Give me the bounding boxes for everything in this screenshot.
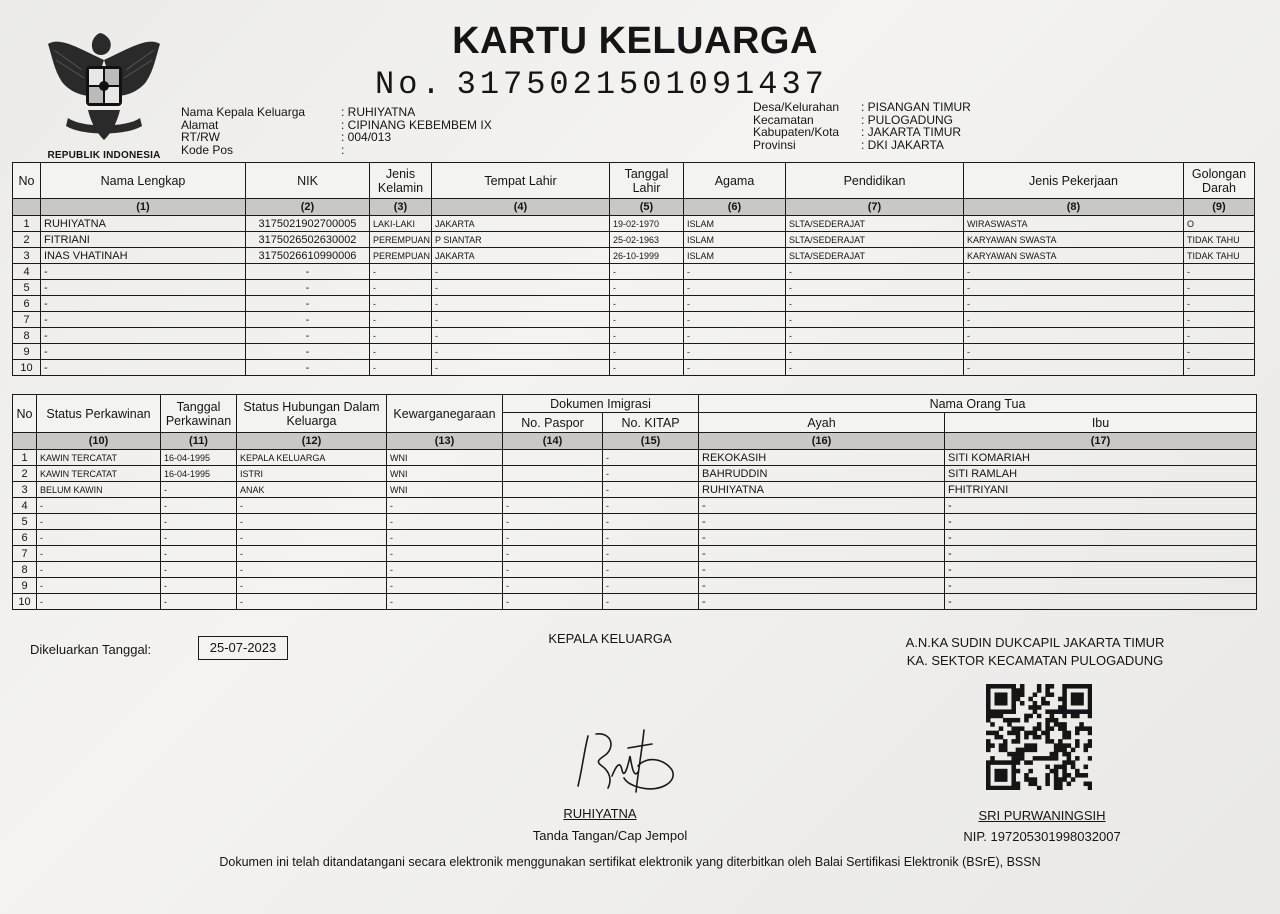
cell-tgl: - [161,482,237,498]
cell-tempat: - [432,344,610,360]
cell-nik: - [246,280,370,296]
header-value: : PULOGADUNG [861,112,954,127]
cell-jk: PEREMPUAN [370,232,432,248]
table-row [13,450,1257,466]
cell-agama: - [684,264,786,280]
table-row [13,466,1257,482]
col-number: (13) [387,433,503,450]
cell-no: 10 [13,594,37,610]
cell-tempat: JAKARTA [432,248,610,264]
cell-status: - [37,514,161,530]
emblem-caption: REPUBLIK INDONESIA [47,150,161,161]
col-number: (14) [503,433,603,450]
cell-no: 2 [13,466,37,482]
cell-hubungan: - [237,530,387,546]
cell-ayah: - [699,594,945,610]
cell-nama: - [41,280,246,296]
cell-darah: - [1184,280,1255,296]
cell-ibu: FHITRIYANI [945,482,1257,498]
cell-jk: - [370,344,432,360]
cell-ibu: - [945,546,1257,562]
col-number [13,433,37,450]
header-value: : RUHIYATNA [341,105,416,119]
cell-paspor [503,466,603,482]
cell-no: 3 [13,482,37,498]
cell-hubungan: ISTRI [237,466,387,482]
cell-agama: - [684,328,786,344]
cell-darah: TIDAK TAHU [1184,232,1255,248]
cell-hubungan: - [237,562,387,578]
cell-kitap: - [603,546,699,562]
cell-nik: - [246,344,370,360]
cell-wn: WNI [387,482,503,498]
cell-status: - [37,530,161,546]
cell-no: 1 [13,450,37,466]
cell-tgl: 25-02-1963 [610,232,684,248]
header-label: Kecamatan [753,112,814,127]
cell-darah: - [1184,344,1255,360]
col-header: Status Hubungan Dalam Keluarga [237,395,387,433]
cell-nik: 3175026502630002 [246,232,370,248]
issued-date-value: 25-07-2023 [198,636,288,660]
cell-tempat: - [432,328,610,344]
table-row [13,344,1255,360]
cell-pendidikan: SLTA/SEDERAJAT [786,232,964,248]
cell-no: 6 [13,296,41,312]
col-number: (16) [699,433,945,450]
header-value: : DKI JAKARTA [861,137,944,152]
cell-darah: TIDAK TAHU [1184,248,1255,264]
cell-tgl: 16-04-1995 [161,466,237,482]
electronic-signature-note: Dokumen ini telah ditandatangani secara elektronik menggunakan sertifikat elektronik yang diterbitkan oleh Balai Sertifikasi Elektronik (BSrE), BSSN [219,855,1041,869]
cell-pendidikan: - [786,264,964,280]
cell-tempat: - [432,296,610,312]
header-label: Desa/Kelurahan [753,100,840,114]
header-value: : CIPINANG KEBEMBEM IX [341,117,492,132]
col-header: Jenis Pekerjaan [964,163,1184,199]
table-row [13,232,1255,248]
col-header: Nama Orang Tua [699,395,1257,413]
cell-pekerjaan: - [964,264,1184,280]
cell-ibu: - [945,578,1257,594]
cell-tempat: - [432,312,610,328]
cell-wn: WNI [387,450,503,466]
cell-wn: - [387,562,503,578]
cell-nama: - [41,360,246,376]
cell-ibu: SITI RAMLAH [945,466,1257,482]
cell-tgl: - [161,530,237,546]
cell-tempat: - [432,280,610,296]
head-of-family-subtitle: Tanda Tangan/Cap Jempol [532,828,688,843]
table-row [13,578,1257,594]
col-number: (5) [610,199,684,216]
cell-wn: - [387,530,503,546]
col-header: Tanggal Lahir [610,163,684,199]
cell-pendidikan: - [786,280,964,296]
col-header: Jenis Kelamin [370,163,432,199]
cell-nik: - [246,264,370,280]
cell-no: 8 [13,562,37,578]
official-name: SRI PURWANINGSIH [978,808,1106,823]
table-row [13,264,1255,280]
cell-nik: - [246,296,370,312]
official-nip: NIP. 197205301998032007 [963,829,1121,844]
cell-jk: - [370,280,432,296]
cell-ibu: - [945,562,1257,578]
col-no: No [13,395,37,433]
cell-wn: - [387,578,503,594]
cell-tgl: - [610,280,684,296]
table-row [13,514,1257,530]
card-number-label: No. [375,66,445,103]
cell-ayah: - [699,514,945,530]
col-header: Ibu [945,413,1257,433]
cell-agama: ISLAM [684,232,786,248]
cell-tgl: - [610,328,684,344]
col-number: (10) [37,433,161,450]
cell-wn: - [387,514,503,530]
header-value: : JAKARTA TIMUR [861,125,962,139]
cell-nama: - [41,328,246,344]
cell-jk: - [370,312,432,328]
cell-hubungan: - [237,578,387,594]
cell-ibu: SITI KOMARIAH [945,450,1257,466]
cell-hubungan: - [237,498,387,514]
cell-tempat: P SIANTAR [432,232,610,248]
cell-pekerjaan: WIRASWASTA [964,216,1184,232]
cell-ibu: - [945,530,1257,546]
marital-parents-table [12,394,1257,610]
header-left-info [181,106,492,156]
cell-ayah: - [699,546,945,562]
header-right-info [753,101,971,151]
cell-no: 8 [13,328,41,344]
header-label: RT/RW [181,130,220,144]
cell-pendidikan: - [786,344,964,360]
col-number: (3) [370,199,432,216]
card-number-value: 3175021501091437 [456,66,828,103]
cell-agama: - [684,344,786,360]
cell-paspor: - [503,578,603,594]
cell-tgl: - [161,514,237,530]
cell-nama: - [41,312,246,328]
garuda-icon [42,30,166,148]
col-number [13,199,41,216]
col-header: Ayah [699,413,945,433]
cell-hubungan: - [237,514,387,530]
cell-pekerjaan: - [964,280,1184,296]
cell-wn: - [387,498,503,514]
cell-status: - [37,546,161,562]
cell-tgl: - [161,562,237,578]
cell-wn: - [387,546,503,562]
cell-no: 7 [13,546,37,562]
cell-paspor [503,482,603,498]
cell-kitap: - [603,482,699,498]
cell-paspor: - [503,546,603,562]
cell-agama: ISLAM [684,216,786,232]
cell-hubungan: KEPALA KELUARGA [237,450,387,466]
cell-no: 1 [13,216,41,232]
cell-nik: 3175021902700005 [246,216,370,232]
col-header: Golongan Darah [1184,163,1255,199]
table-row [13,562,1257,578]
header-label: Kode Pos [181,142,234,157]
cell-tgl: - [610,264,684,280]
cell-status: BELUM KAWIN [37,482,161,498]
cell-ayah: - [699,578,945,594]
cell-kitap: - [603,578,699,594]
cell-paspor: - [503,530,603,546]
col-number: (17) [945,433,1257,450]
cell-kitap: - [603,466,699,482]
cell-tgl: - [610,312,684,328]
head-of-family-title: KEPALA KELUARGA [548,631,672,646]
cell-jk: - [370,360,432,376]
col-number: (15) [603,433,699,450]
cell-tgl: - [161,546,237,562]
header-label: Kabupaten/Kota [753,125,840,139]
table-row [13,216,1255,232]
marital-parents-rows [13,450,1257,610]
table-row [13,594,1257,610]
cell-ayah: REKOKASIH [699,450,945,466]
cell-jk: - [370,328,432,344]
cell-jk: - [370,264,432,280]
official-title-line1: A.N.KA SUDIN DUKCAPIL JAKARTA TIMUR [905,635,1165,650]
header-value: : PISANGAN TIMUR [861,100,971,114]
cell-tempat: JAKARTA [432,216,610,232]
cell-agama: - [684,296,786,312]
cell-tgl: - [161,498,237,514]
cell-wn: WNI [387,466,503,482]
cell-pekerjaan: KARYAWAN SWASTA [964,248,1184,264]
table-row [13,482,1257,498]
cell-ibu: - [945,498,1257,514]
col-number: (2) [246,199,370,216]
cell-nama: - [41,296,246,312]
cell-no: 9 [13,344,41,360]
cell-pendidikan: - [786,328,964,344]
cell-nama: RUHIYATNA [41,216,246,232]
cell-tgl: - [610,360,684,376]
cell-status: - [37,594,161,610]
cell-pendidikan: - [786,312,964,328]
cell-hubungan: ANAK [237,482,387,498]
cell-ayah: - [699,530,945,546]
cell-status: KAWIN TERCATAT [37,466,161,482]
cell-status: KAWIN TERCATAT [37,450,161,466]
cell-no: 5 [13,280,41,296]
col-header: Agama [684,163,786,199]
col-header: Tanggal Perkawinan [161,395,237,433]
cell-paspor: - [503,594,603,610]
cell-kitap: - [603,450,699,466]
table-row [13,280,1255,296]
cell-ayah: - [699,498,945,514]
cell-tgl: - [161,578,237,594]
head-of-family-name: RUHIYATNA [563,806,637,821]
col-number: (8) [964,199,1184,216]
garuda-emblem [36,30,172,166]
cell-tgl: 26-10-1999 [610,248,684,264]
cell-nik: - [246,360,370,376]
cell-pendidikan: - [786,296,964,312]
col-header: No. KITAP [603,413,699,433]
family-members-rows [13,216,1255,376]
cell-tgl: 16-04-1995 [161,450,237,466]
col-number: (12) [237,433,387,450]
cell-no: 4 [13,264,41,280]
cell-ayah: BAHRUDDIN [699,466,945,482]
col-header: Dokumen Imigrasi [503,395,699,413]
cell-darah: - [1184,296,1255,312]
cell-ayah: RUHIYATNA [699,482,945,498]
table-row [13,546,1257,562]
col-header: Tempat Lahir [432,163,610,199]
cell-no: 9 [13,578,37,594]
cell-tgl: - [161,594,237,610]
cell-paspor: - [503,514,603,530]
cell-jk: LAKI-LAKI [370,216,432,232]
cell-status: - [37,578,161,594]
official-title-line2: KA. SEKTOR KECAMATAN PULOGADUNG [906,653,1164,668]
header-value: : 004/013 [341,130,392,144]
cell-paspor [503,450,603,466]
cell-hubungan: - [237,546,387,562]
table-row [13,530,1257,546]
cell-pendidikan: SLTA/SEDERAJAT [786,248,964,264]
col-number: (1) [41,199,246,216]
cell-nik: - [246,328,370,344]
cell-pekerjaan: - [964,360,1184,376]
cell-status: - [37,498,161,514]
cell-agama: - [684,280,786,296]
cell-hubungan: - [237,594,387,610]
col-number: (11) [161,433,237,450]
table-row [13,296,1255,312]
cell-nama: INAS VHATINAH [41,248,246,264]
issued-date-label: Dikeluarkan Tanggal: [30,642,152,657]
table-row [13,248,1255,264]
cell-pekerjaan: KARYAWAN SWASTA [964,232,1184,248]
cell-jk: - [370,296,432,312]
col-number: (7) [786,199,964,216]
col-number: (4) [432,199,610,216]
cell-darah: O [1184,216,1255,232]
header-value: : [341,142,345,157]
cell-ibu: - [945,514,1257,530]
cell-no: 2 [13,232,41,248]
cell-darah: - [1184,328,1255,344]
cell-pendidikan: SLTA/SEDERAJAT [786,216,964,232]
cell-no: 5 [13,514,37,530]
cell-agama: ISLAM [684,248,786,264]
col-header: No. Paspor [503,413,603,433]
cell-no: 4 [13,498,37,514]
table-row [13,498,1257,514]
cell-tempat: - [432,264,610,280]
cell-no: 3 [13,248,41,264]
cell-agama: - [684,360,786,376]
cell-status: - [37,562,161,578]
cell-tgl: 19-02-1970 [610,216,684,232]
cell-darah: - [1184,264,1255,280]
col-no: No [13,163,41,199]
cell-nama: - [41,344,246,360]
cell-tgl: - [610,296,684,312]
header-label: Provinsi [753,137,796,152]
qr-code-icon [986,684,1092,790]
cell-nama: - [41,264,246,280]
cell-kitap: - [603,514,699,530]
cell-tempat: - [432,360,610,376]
cell-darah: - [1184,312,1255,328]
cell-no: 7 [13,312,41,328]
card-number [375,66,828,103]
official-title [860,634,1210,670]
cell-ibu: - [945,594,1257,610]
cell-nik: - [246,312,370,328]
cell-darah: - [1184,360,1255,376]
cell-nama: FITRIANI [41,232,246,248]
cell-jk: PEREMPUAN [370,248,432,264]
cell-agama: - [684,312,786,328]
cell-no: 6 [13,530,37,546]
cell-pekerjaan: - [964,328,1184,344]
header-label: Nama Kepala Keluarga [181,105,306,119]
signature-icon [568,726,688,810]
family-members-table [12,162,1255,376]
col-header: Status Perkawinan [37,395,161,433]
col-number: (9) [1184,199,1255,216]
cell-kitap: - [603,498,699,514]
col-header: Pendidikan [786,163,964,199]
table-row [13,312,1255,328]
header-label: Alamat [181,117,219,132]
col-header: Nama Lengkap [41,163,246,199]
cell-kitap: - [603,594,699,610]
cell-paspor: - [503,562,603,578]
cell-no: 10 [13,360,41,376]
cell-kitap: - [603,562,699,578]
cell-pekerjaan: - [964,312,1184,328]
document-title: KARTU KELUARGA [452,20,818,62]
cell-ayah: - [699,562,945,578]
table-row [13,328,1255,344]
cell-kitap: - [603,530,699,546]
cell-wn: - [387,594,503,610]
cell-paspor: - [503,498,603,514]
cell-tgl: - [610,344,684,360]
col-header: NIK [246,163,370,199]
cell-nik: 3175026610990006 [246,248,370,264]
col-header: Kewarganegaraan [387,395,503,433]
cell-pekerjaan: - [964,296,1184,312]
col-number: (6) [684,199,786,216]
cell-pendidikan: - [786,360,964,376]
cell-pekerjaan: - [964,344,1184,360]
table-row [13,360,1255,376]
